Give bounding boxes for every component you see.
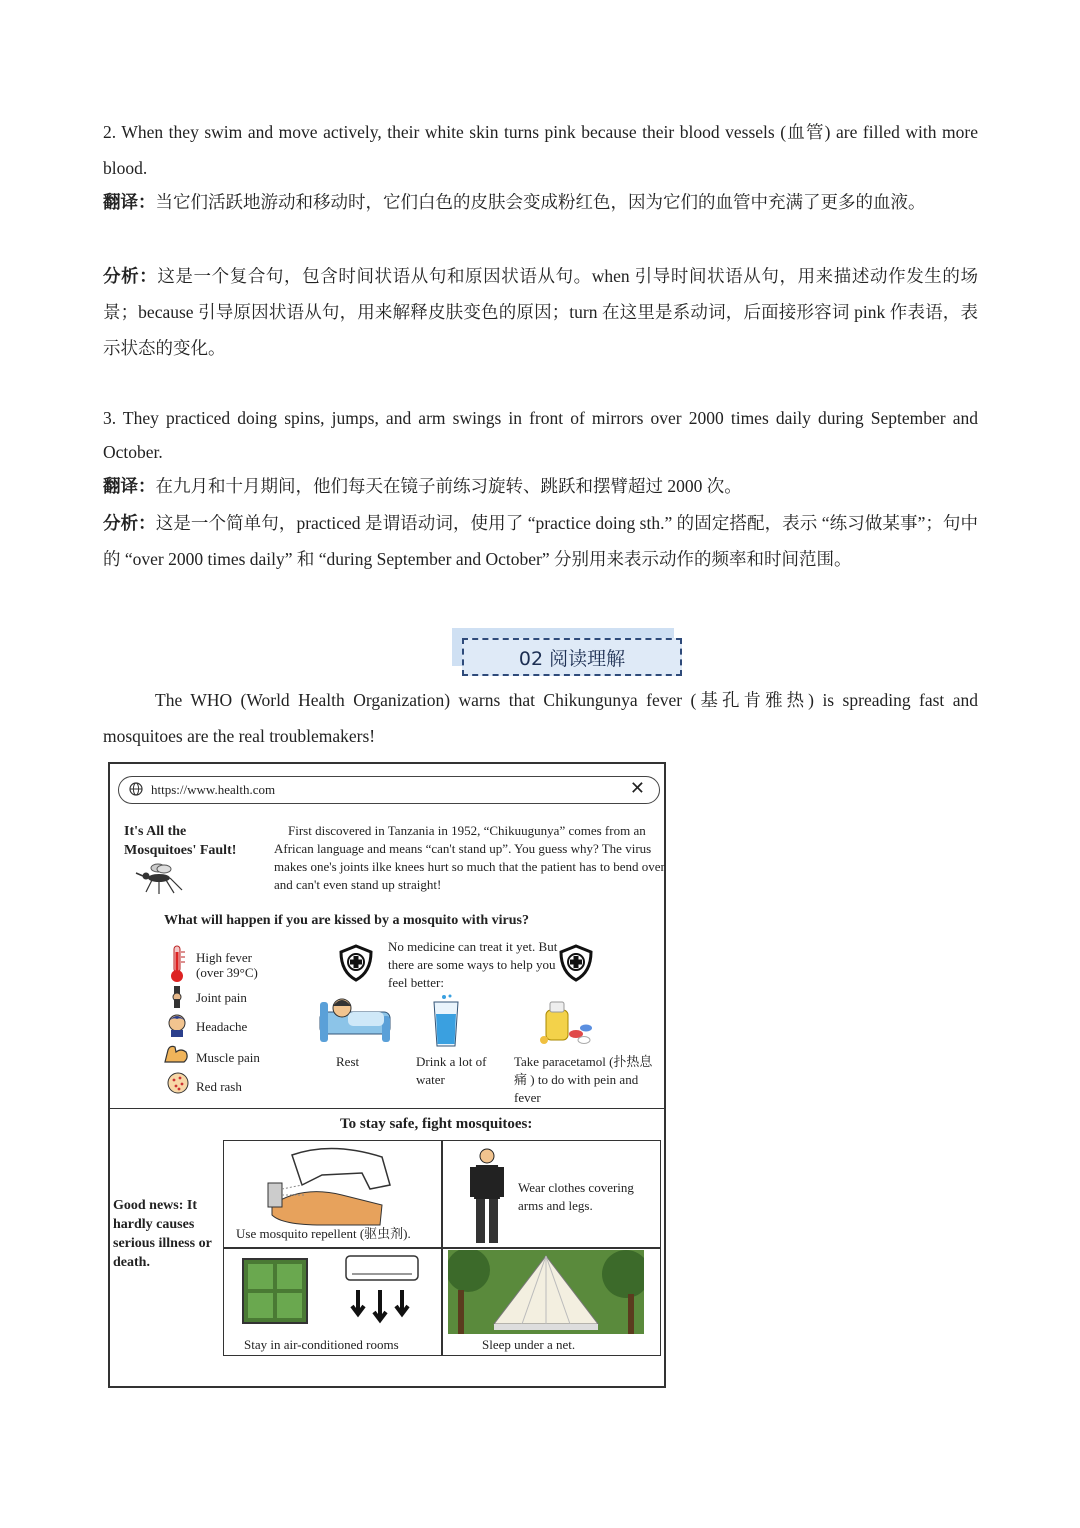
item3-translation [103, 468, 978, 504]
analysis-text: 这是一个复合句，包含时间状语从句和原因状语从句。when 引导时间状语从句，用来描述动作发生的场景；because 引导原因状语从句，用来解释皮肤变色的原因；turn 在这里是系动词，后面接形容词 pink 作表语，表示状态的变化。 [103, 266, 979, 358]
symptom-headache: Headache [196, 1019, 248, 1034]
url-text: https://www.health.com [151, 782, 276, 797]
translation-label: 翻译： [103, 476, 156, 496]
translation-label: 翻译： [103, 192, 156, 212]
analysis-text: 这是一个简单句，practiced 是谓语动词，使用了 “practice doing sth.” 的固定搭配，表示 “练习做某事”；句中的 “over 2000 times daily” 和 “during September and October” 分别用来表示动作的频率和时间范围。 [103, 513, 979, 569]
thermometer-icon [166, 944, 188, 989]
infographic-headline: It's All the Mosquitoes' Fault! [124, 824, 237, 858]
rash-icon [166, 1071, 190, 1100]
close-icon: ✕ [629, 778, 645, 799]
symptom-red-rash: Red rash [196, 1079, 242, 1094]
health-infographic [108, 762, 666, 1388]
window-icon [242, 1258, 308, 1329]
item3-sentence: 3. They practiced doing spins, jumps, and arm swings in front of mirrors over 2000 times daily during September and October. [103, 408, 978, 462]
treatment-note: No medicine can treat it yet. But there are some ways to help you feel better: [388, 939, 558, 990]
good-news: Good news: It hardly causes serious illness or death. [113, 1198, 212, 1270]
infographic-question: What will happen if you are kissed by a mosquito with virus? [164, 913, 529, 928]
browser-url-bar [118, 776, 660, 804]
joint-icon [168, 986, 186, 1013]
prevention-net [441, 1247, 661, 1356]
section-divider [110, 1108, 664, 1109]
prevention-label: Stay in air-conditioned rooms [244, 1337, 399, 1352]
prevention-label: Sleep under a net. [482, 1337, 576, 1352]
prevention-clothes [441, 1140, 661, 1249]
item3-analysis [103, 505, 978, 577]
prevention-label: Use mosquito repellent (驱虫剂). [236, 1226, 411, 1241]
item2-analysis [103, 258, 978, 366]
symptom-sub: (over 39°C) [196, 965, 258, 980]
bed-icon [318, 992, 394, 1051]
symptom-joint-pain: Joint pain [196, 990, 247, 1005]
medicine-icon [538, 996, 596, 1053]
translation-text: 当它们活跃地游动和移动时，它们白色的皮肤会变成粉红色，因为它们的血管中充满了更多的血液。 [155, 192, 926, 212]
analysis-label: 分析： [103, 266, 158, 286]
spray-icon [262, 1145, 402, 1236]
water-glass-icon [430, 994, 462, 1053]
translation-text: 在九月和十月期间，他们每天在镜子前练习旋转、跳跃和摆臂超过 2000 次。 [155, 476, 742, 496]
muscle-icon [162, 1042, 190, 1071]
prevention-label: Wear clothes covering arms and legs. [518, 1180, 634, 1213]
prevention-repellent [223, 1140, 443, 1249]
remedy-rest: Rest [336, 1054, 360, 1069]
analysis-label: 分析： [103, 513, 156, 533]
shield-cross-icon [558, 944, 594, 987]
remedy-water: Drink a lot of water [416, 1054, 487, 1087]
globe-icon [129, 782, 143, 800]
net-icon [448, 1250, 644, 1339]
item2-sentence: 2. When they swim and move actively, their white skin turns pink because their blood vessels (血管) are filled with more blood. [103, 122, 978, 178]
shield-cross-icon [338, 944, 374, 987]
mosquito-icon [134, 860, 184, 901]
symptom-high-fever [196, 950, 258, 980]
prevention-title: To stay safe, fight mosquitoes: [340, 1116, 533, 1132]
symptom-label: High fever [196, 950, 252, 965]
air-conditioner-icon [342, 1254, 422, 1335]
infographic-description: First discovered in Tanzania in 1952, “Chikuugunya” comes from an African language and means “can't stand up”. You guess why? The virus makes one's joints ilke knees hurt so much that the patient has to bend over and can't even stand up straight! [274, 823, 665, 892]
prevention-ac [223, 1247, 443, 1356]
section-title: 02 阅读理解 [462, 638, 682, 676]
remedy-paracetamol: Take paracetamol (扑热息痛 ) to do with pein and fever [514, 1054, 653, 1105]
item2-translation [103, 184, 978, 220]
symptom-muscle-pain: Muscle pain [196, 1050, 260, 1065]
person-icon [470, 1147, 504, 1250]
headache-icon [166, 1013, 188, 1042]
reading-intro: The WHO (World Health Organization) warns that Chikungunya fever (基孔肯雅热) is spreading fast and mosquitoes are the real troublemakers! [103, 690, 978, 746]
section-banner [452, 628, 684, 678]
